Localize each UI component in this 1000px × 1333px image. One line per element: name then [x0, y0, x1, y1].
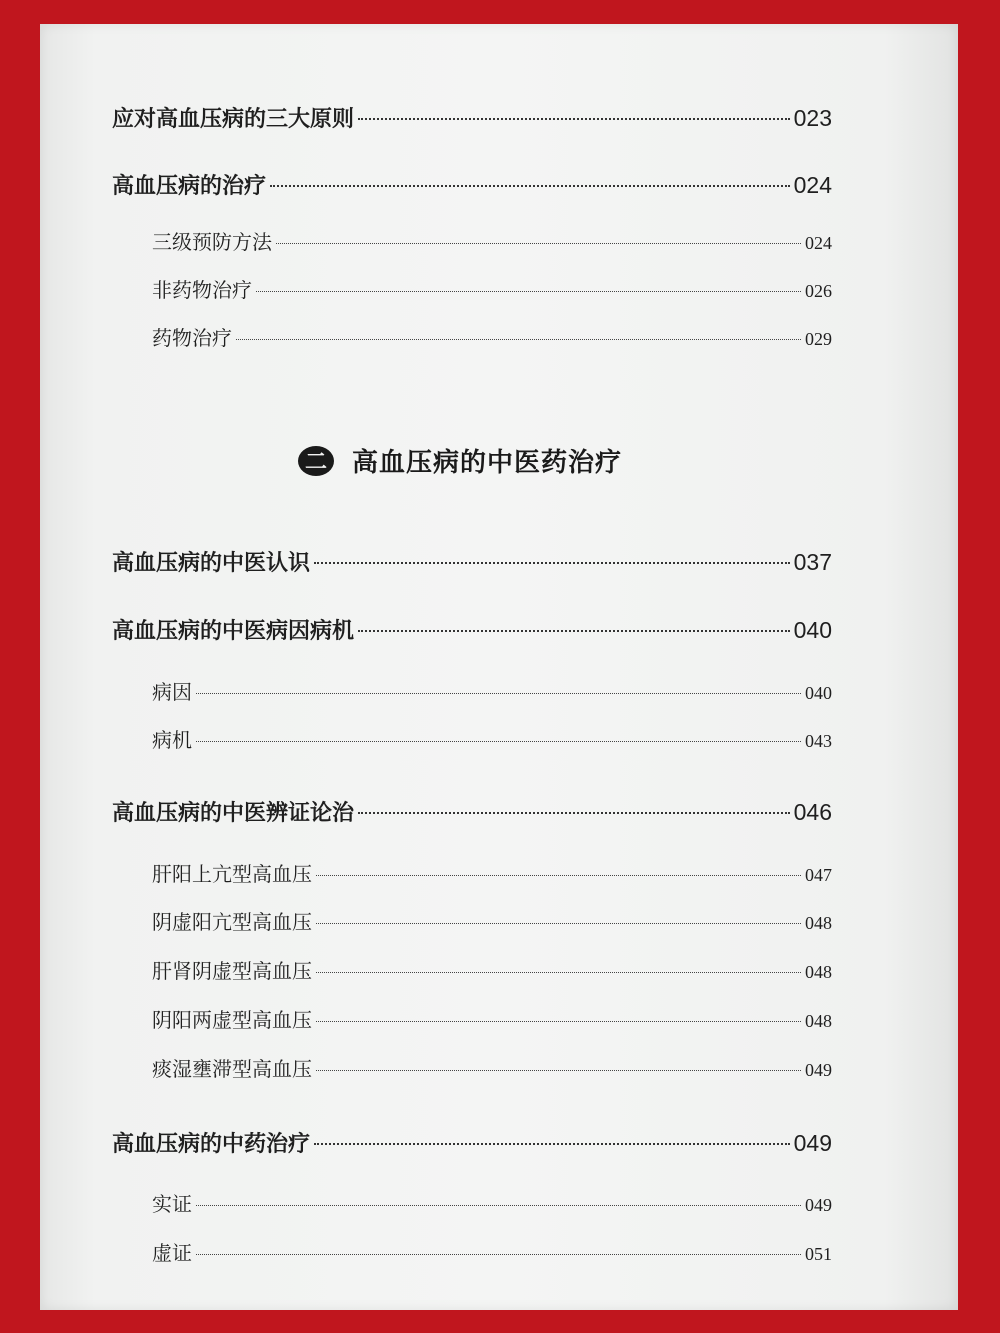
toc-entry-label: 三级预防方法 [152, 230, 272, 254]
toc-entry-herbal-treatment[interactable] [112, 1127, 832, 1158]
toc-entry-label: 肝肾阴虚型高血压 [152, 959, 312, 983]
toc-entry-syndrome-differentiation[interactable] [112, 796, 832, 827]
toc-subentry-liver-kidney[interactable] [152, 955, 832, 984]
toc-subentry-liver-yang[interactable] [152, 858, 832, 887]
toc-page-number: 047 [805, 865, 832, 885]
leader-dots [196, 1205, 801, 1206]
chapter-number-badge: 二 [298, 446, 334, 476]
toc-entry-label: 高血压病的治疗 [112, 174, 267, 199]
toc-entry-principles[interactable] [112, 102, 832, 133]
leader-dots [196, 741, 801, 742]
leader-dots [256, 291, 801, 292]
toc-entry-label: 阴虚阳亢型高血压 [152, 910, 312, 934]
leader-dots [316, 1070, 801, 1071]
toc-page-number: 029 [805, 329, 832, 349]
toc-page-number: 046 [793, 799, 832, 825]
toc-page-number: 026 [805, 281, 832, 301]
toc-entry-treatment[interactable] [112, 169, 832, 200]
toc-page-number: 049 [793, 1130, 832, 1156]
leader-dots [316, 972, 801, 973]
leader-dots [314, 562, 790, 564]
leader-dots [276, 243, 801, 244]
toc-entry-label: 应对高血压病的三大原则 [112, 107, 355, 132]
toc-entry-label: 高血压病的中医病因病机 [112, 619, 355, 644]
leader-dots [316, 923, 801, 924]
toc-subentry-non-drug[interactable] [152, 274, 832, 303]
toc-entry-label: 虚证 [152, 1241, 192, 1265]
toc-entry-label: 痰湿壅滞型高血压 [152, 1057, 312, 1081]
toc-subentry-mechanism[interactable] [152, 724, 832, 753]
toc-entry-tcm-etiology[interactable] [112, 614, 832, 645]
leader-dots [316, 875, 801, 876]
toc-entry-label: 高血压病的中药治疗 [112, 1132, 311, 1157]
toc-entry-label: 实证 [152, 1192, 192, 1216]
leader-dots [196, 693, 801, 694]
toc-page-number: 024 [805, 233, 832, 253]
leader-dots [314, 1143, 790, 1145]
toc-subentry-prevention[interactable] [152, 226, 832, 255]
toc-entry-label: 药物治疗 [152, 326, 232, 350]
book-page [40, 24, 958, 1310]
toc-subentry-deficiency[interactable] [152, 1237, 832, 1266]
leader-dots [358, 118, 790, 120]
toc-entry-label: 病机 [152, 728, 192, 752]
toc-subentry-excess[interactable] [152, 1188, 832, 1217]
toc-page-number: 051 [805, 1244, 832, 1264]
toc-subentry-yin-yang[interactable] [152, 1004, 832, 1033]
toc-page-number: 048 [805, 913, 832, 933]
leader-dots [196, 1254, 801, 1255]
toc-subentry-yin-deficiency[interactable] [152, 906, 832, 935]
toc-page-number: 040 [805, 683, 832, 703]
toc-entry-tcm-understanding[interactable] [112, 546, 832, 577]
chapter-title: 高血压病的中医药治疗 [352, 448, 623, 478]
toc-page-number: 024 [793, 172, 832, 198]
leader-dots [358, 812, 790, 814]
toc-entry-label: 高血压病的中医认识 [112, 551, 311, 576]
toc-page-number: 040 [793, 617, 832, 643]
toc-subentry-cause[interactable] [152, 676, 832, 705]
toc-entry-label: 非药物治疗 [152, 278, 252, 302]
toc-page-number: 043 [805, 731, 832, 751]
toc-entry-label: 肝阳上亢型高血压 [152, 862, 312, 886]
toc-page-number: 048 [805, 1011, 832, 1031]
toc-page-number: 049 [805, 1195, 832, 1215]
toc-entry-label: 高血压病的中医辨证论治 [112, 801, 355, 826]
leader-dots [316, 1021, 801, 1022]
leader-dots [358, 630, 790, 632]
chapter-heading[interactable] [298, 442, 622, 479]
toc-subentry-phlegm-damp[interactable] [152, 1053, 832, 1082]
leader-dots [236, 339, 801, 340]
toc-page-number: 023 [793, 105, 832, 131]
toc-page-number: 037 [793, 549, 832, 575]
toc-entry-label: 病因 [152, 680, 192, 704]
leader-dots [270, 185, 790, 187]
toc-page-number: 048 [805, 962, 832, 982]
toc-entry-label: 阴阳两虚型高血压 [152, 1008, 312, 1032]
toc-page-number: 049 [805, 1060, 832, 1080]
toc-subentry-drug[interactable] [152, 322, 832, 351]
